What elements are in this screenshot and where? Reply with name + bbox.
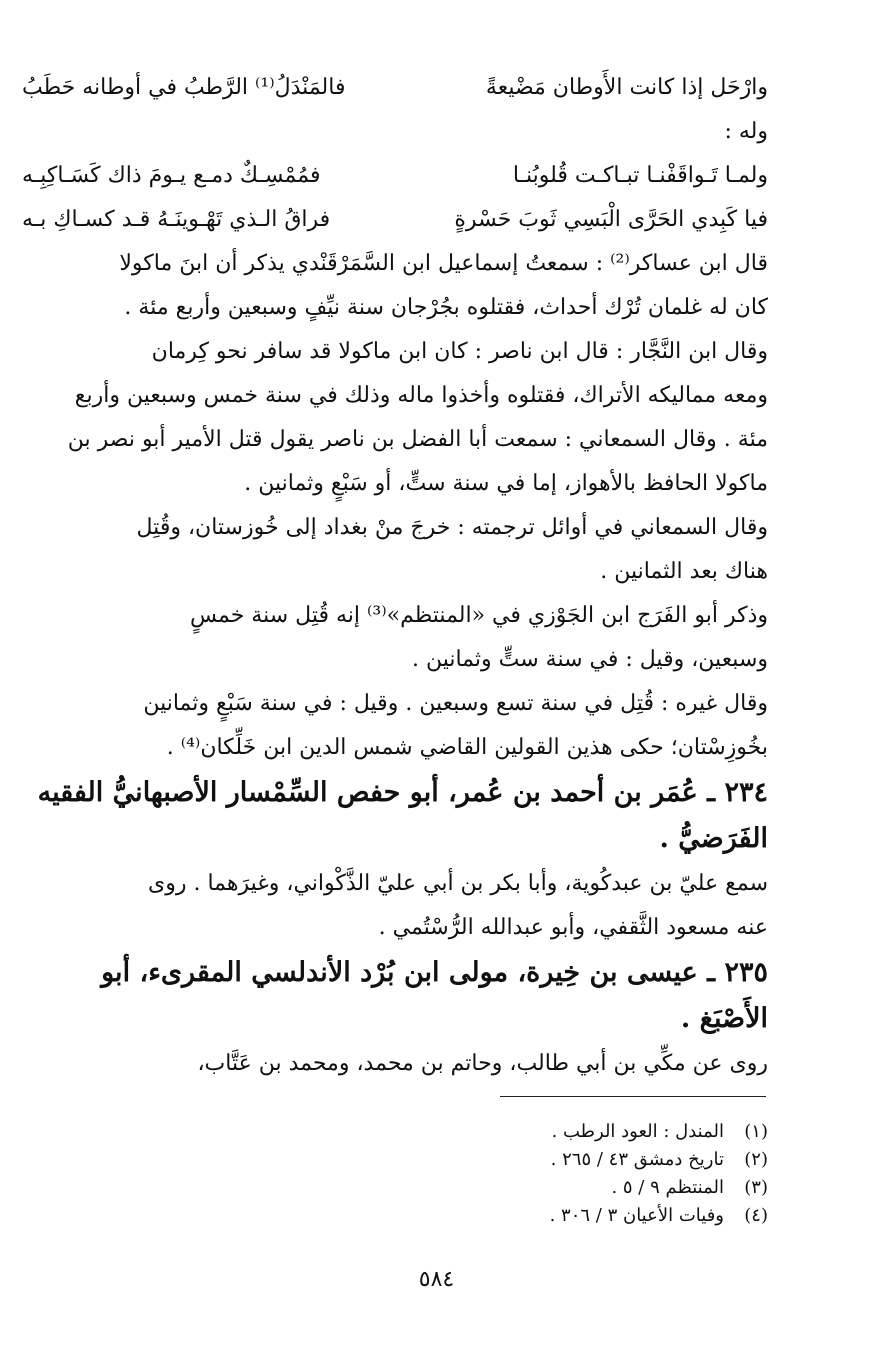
footnote	[380, 1118, 768, 1146]
text-line: وسبعين، وقيل : في سنة ستٍّ وثمانين .	[411, 647, 768, 672]
footnote	[380, 1146, 768, 1174]
text-line: سمع عليّ بن عبدكُوية، وأبا بكر بن أبي عليّ الذَّكْواني، وغيرَهما . روى	[148, 871, 768, 896]
footnote-text: تاريخ دمشق ٤٣ / ٢٦٥ .	[550, 1149, 724, 1170]
verse-line	[22, 66, 768, 110]
verse-line	[22, 154, 768, 198]
verse-second-hemistich: فراقُ الـذي تَهْـوينَـهُ قـد كسـاكِ بـه	[22, 207, 331, 232]
entry-heading: الفَرَضيُّ .	[659, 823, 768, 854]
text-line: وله :	[724, 119, 768, 144]
footnote-number: (٢)	[744, 1149, 768, 1170]
entry-heading: ٢٣٤ ـ عُمَر بن أحمد بن عُمر، أبو حفص السِّمْسار الأصبهانيُّ الفقيه	[37, 777, 768, 808]
text-line: مئة . وقال السمعاني : سمعت أبا الفضل بن ناصر يقول قتل الأمير أبو نصر بن	[67, 427, 768, 452]
verse-second-hemistich: فمُمْسِـكٌ دمـع يـومَ ذاك كَسَـاكِبِـه	[22, 163, 321, 188]
entry-heading: الأَصْبَغ .	[680, 1003, 768, 1034]
text-line: وقال غيره : قُتِل في سنة تسع وسبعين . وقيل : في سنة سَبْعٍ وثمانين	[143, 691, 768, 716]
footnote	[380, 1174, 768, 1202]
footnote	[380, 1202, 768, 1230]
footnotes	[380, 1118, 768, 1230]
verse-line	[22, 198, 768, 242]
text-line: قال ابن عساكر⁽²⁾ : سمعتُ إسماعيل ابن السَّمَرْقَنْدي يذكر أن ابنَ ماكولا	[119, 251, 768, 276]
text-line: روى عن مكِّي بن أبي طالب، وحاتم بن محمد، ومحمد بن عَتَّاب،	[197, 1051, 768, 1076]
text-line: وقال ابن النَّجَّار : قال ابن ناصر : كان ابن ماكولا قد سافر نحو كِرمان	[151, 339, 768, 364]
text-line: ماكولا الحافظ بالأهواز، إما في سنة ستٍّ، أو سَبْعٍ وثمانين .	[244, 471, 768, 496]
entry-heading: ٢٣٥ ـ عيسى بن خِيرة، مولى ابن بُرْد الأندلسي المقرىء، أبو	[101, 957, 768, 988]
footnote-text: المنتظم ٩ / ٥ .	[611, 1177, 724, 1198]
text-line: هناك بعد الثمانين .	[600, 559, 768, 584]
text-line: كان له غلمان تُرْك أحداث، فقتلوه بجُرْجان سنة نيِّفٍ وسبعين وأربع مئة .	[124, 295, 768, 320]
footnote-number: (٤)	[744, 1205, 768, 1226]
verse-first-hemistich: فيا كَبِدي الحَرَّى الْبَسِي ثَوبَ حَسْرةٍ	[454, 207, 768, 232]
verse-first-hemistich: ولمـا تَـواقَفْنـا تبـاكـت قُلوبُنـا	[512, 163, 768, 188]
page-number: ٥٨٤	[418, 1267, 455, 1292]
footnote-number: (٣)	[744, 1177, 768, 1198]
verse-first-hemistich: وارْحَل إذا كانت الأَوطان مَضْيعةً	[485, 75, 768, 100]
verse-second-hemistich: فالمَنْدَلُ⁽¹⁾ الرَّطبُ في أوطانه حَطَبُ	[22, 75, 346, 100]
text-line: وذكر أبو الفَرَج ابن الجَوْزي في «المنتظم»⁽³⁾ إنه قُتِل سنة خمسٍ	[189, 603, 768, 628]
footnote-number: (١)	[744, 1121, 768, 1142]
text-line: ومعه مماليكه الأتراك، فقتلوه وأخذوا ماله وذلك في سنة خمس وسبعين وأربع	[74, 383, 768, 408]
footnote-text: المندل : العود الرطب .	[551, 1121, 724, 1142]
text-line: وقال السمعاني في أوائل ترجمته : خرجَ منْ بغداد إلى خُوزستان، وقُتِل	[136, 515, 768, 540]
main-text	[22, 66, 768, 1086]
footnote-divider	[500, 1096, 766, 1097]
text-line: عنه مسعود الثَّقفي، وأبو عبدالله الرُّسْتُمي .	[378, 915, 768, 940]
text-line: بخُوزِسْتان؛ حكى هذين القولين القاضي شمس الدين ابن خَلِّكان⁽⁴⁾ .	[166, 735, 768, 760]
footnote-text: وفيات الأعيان ٣ / ٣٠٦ .	[549, 1205, 724, 1226]
